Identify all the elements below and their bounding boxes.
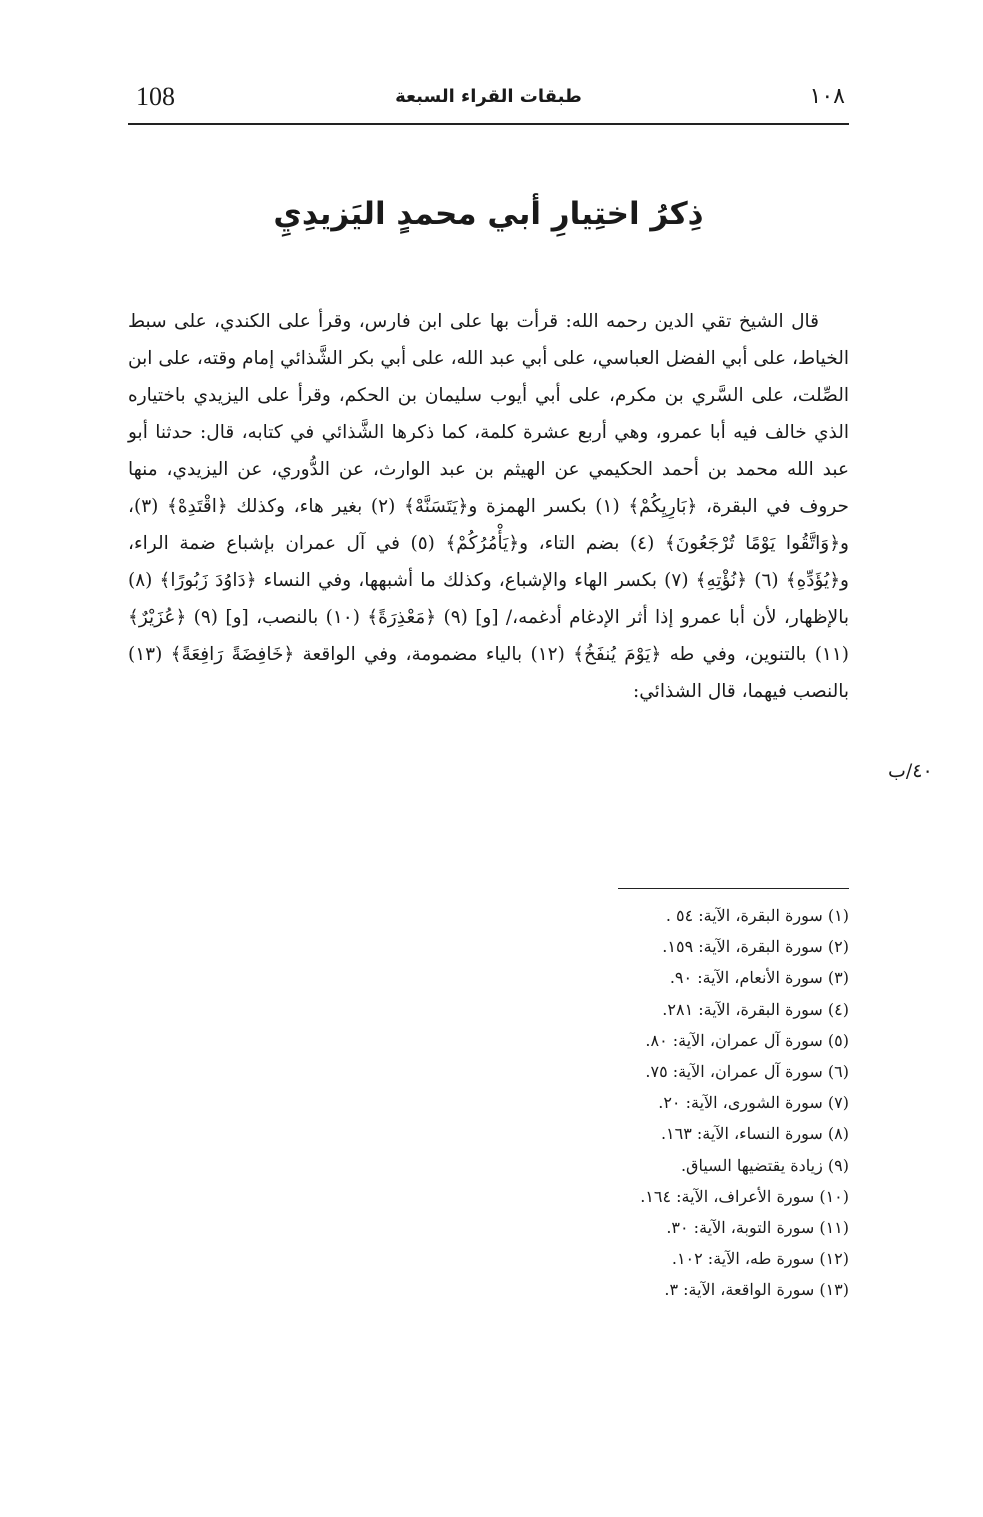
footnote: (١٣) سورة الواقعة، الآية: ٣. [664, 1280, 849, 1300]
page-number-arabic: ١٠٨ [809, 84, 845, 109]
running-title: طبقات القراء السبعة [395, 86, 582, 107]
footnote: (٤) سورة البقرة، الآية: ٢٨١. [662, 999, 849, 1019]
footnotes-list [329, 900, 849, 1306]
body-paragraph: قال الشيخ تقي الدين رحمه الله: قرأت بها على ابن فارس، وقرأ على الكندي، على سبط الخياط، على أبي الفضل العباسي، على أبي عبد الله، على أبي بكر الشَّذائي إمام وقته، على ابن الصِّلت، على السَّري بن مكرم، على أبي أيوب سليمان بن الحكم، وقرأ على اليزيدي باختياره الذي خالف فيه أبا عمرو، وهي أربع عشرة كلمة، كما ذكرها الشَّذائي في كتابه، قال: حدثنا أبو عبد الله محمد بن أحمد الحكيمي عن الهيثم بن عبد الوارث، عن الدُّوري، عن اليزيدي، منها حروف في البقرة، ﴿بَارِيِكُمْ﴾ (١) بكسر الهمزة و﴿يَتَسَنَّهْ﴾ (٢) بغير هاء، وكذلك ﴿اقْتَدِهْ﴾ (٣)، و﴿وَاتَّقُوا يَوْمًا تُرْجَعُونَ﴾ (٤) بضم التاء، و﴿يَأْمُرُكُمْ﴾ (٥) في آل عمران بإشباع ضمة الراء، و﴿يُؤَدِّهِ﴾ (٦) ﴿نُؤْتِهِ﴾ (٧) بكسر الهاء والإشباع، وكذلك ما أشبهها، وفي النساء ﴿دَاوُدَ زَبُورًا﴾ (٨) بالإظهار، لأن أبا عمرو إذا أثر الإدغام أدغمه،/ [و] (٩) ﴿مَعْذِرَةً﴾ (١٠) بالنصب، [و] (٩) ﴿عُزَيْرٌ﴾ (١١) بالتنوين، وفي طه ﴿يَوْمَ يُنفَخُ﴾ (١٢) بالياء مضمومة، وفي الواقعة ﴿خَافِضَةً رَافِعَةً﴾ (١٣) بالنصب فيهما، قال الشذائي: [128, 311, 850, 702]
footnote: (٩) زيادة يقتضيها السياق. [680, 1155, 849, 1175]
footnote: (١٢) سورة طه، الآية: ١٠٢. [671, 1249, 849, 1269]
footnote: (٣) سورة الأنعام، الآية: ٩٠. [669, 968, 849, 988]
running-header [128, 82, 849, 122]
footnote: (٧) سورة الشورى، الآية: ٢٠. [658, 1093, 849, 1113]
body-text [128, 303, 849, 710]
footnote: (١٠) سورة الأعراف، الآية: ١٦٤. [640, 1186, 849, 1206]
footnote: (٦) سورة آل عمران، الآية: ٧٥. [645, 1062, 849, 1082]
folio-margin-note: ٤٠/ب [888, 760, 933, 782]
page-number-latin: 108 [136, 82, 175, 111]
footnote: (٨) سورة النساء، الآية: ١٦٣. [660, 1124, 849, 1144]
footnote: (٢) سورة البقرة، الآية: ١٥٩. [662, 937, 849, 957]
footnote: (١١) سورة التوبة، الآية: ٣٠. [666, 1218, 849, 1238]
footnote-rule [618, 888, 849, 889]
footnote: (٥) سورة آل عمران، الآية: ٨٠. [645, 1030, 849, 1050]
chapter-title: ذِكرُ اختِيارِ أبي محمدٍ اليَزيدِيِ [273, 196, 704, 232]
footnote: (١) سورة البقرة، الآية: ٥٤ . [665, 906, 849, 925]
header-rule [128, 123, 849, 125]
